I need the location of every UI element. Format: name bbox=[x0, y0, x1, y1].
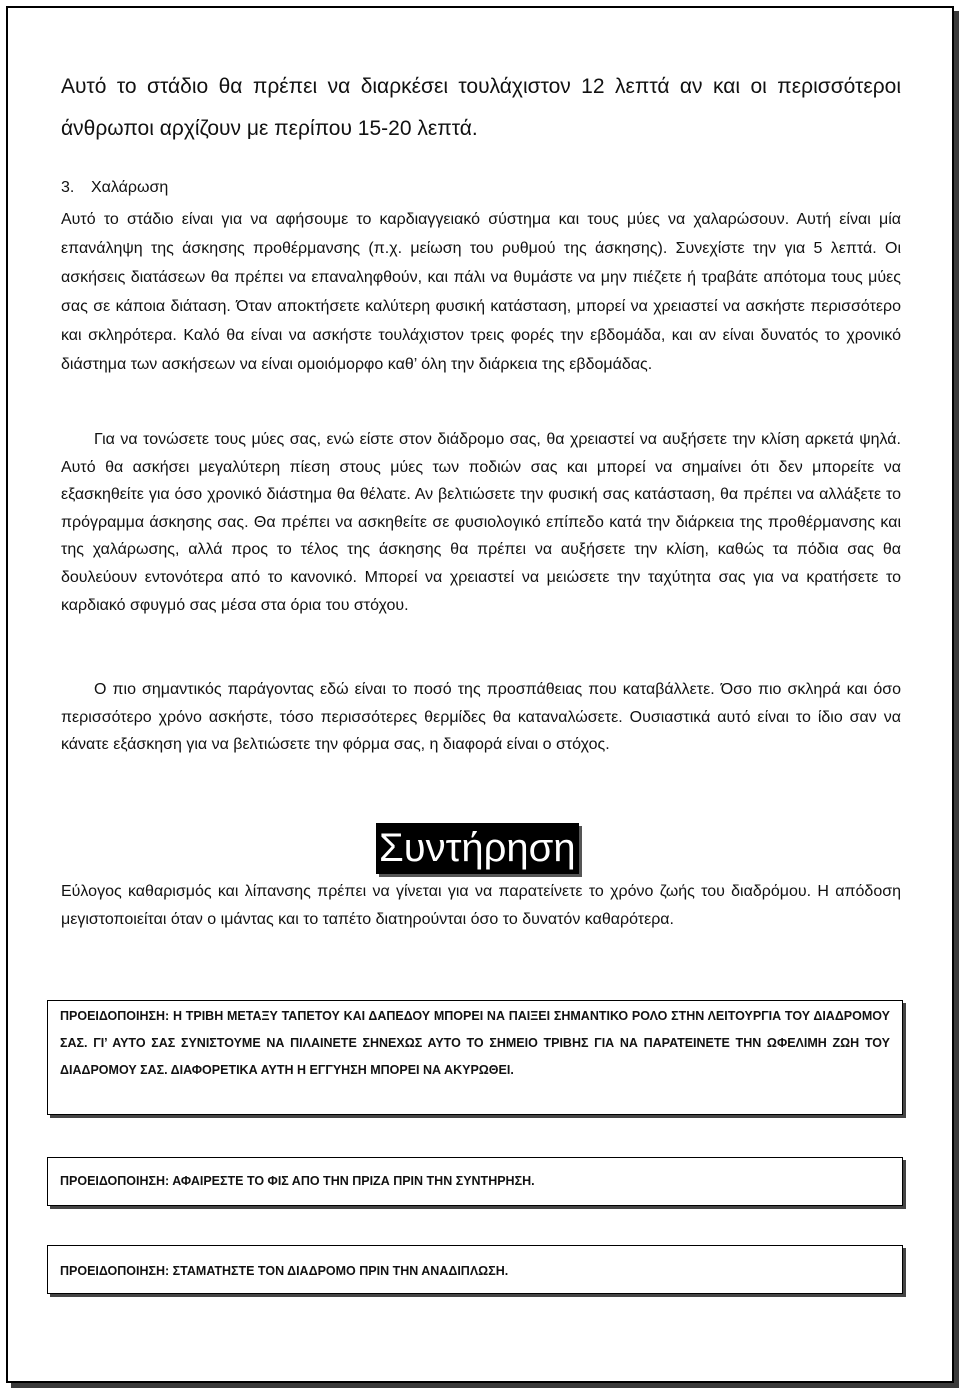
warning-text: ΠΡΟΕΙΔΟΠΟΙΗΣΗ: ΣΤΑΜΑΤΗΣΤΕ ΤΟΝ ΔΙΑΔΡΟΜΟ ΠΡΙΝ ΤΗΝ ΑΝΑΔΙΠΛΩΣΗ. bbox=[60, 1264, 509, 1278]
maintenance-paragraph: Εύλογος καθαρισμός και λίπανσης πρέπει να γίνεται για να παρατείνετε το χρόνο ζωής του διαδρόμου. Η απόδοση μεγιστοποιείται όταν ο ιμάντας και το ταπέτο διατηρούνται όσο το δυνατόν καθαρότερα. bbox=[61, 883, 901, 928]
maintenance-title: Συντήρηση bbox=[376, 823, 579, 874]
warning-box-friction bbox=[47, 1000, 903, 1115]
section-number: 3. bbox=[61, 179, 75, 196]
section-heading bbox=[61, 176, 901, 200]
toning-paragraph: Για να τονώσετε τους μύες σας, ενώ είστε στον διάδρομο σας, θα χρειαστεί να αυξήσετε την κλίση αρκετά ψηλά. Αυτό θα ασκήσει μεγαλύτερη πίεση στους μύες των ποδιών σας και μπορεί να σημαίνει ότι δεν μπορείτε να εξασκηθείτε για όσο χρονικό διάστημα θα θέλατε. Αν βελτιώσετε την φυσική σας κατάσταση, θα πρέπει να αλλάξετε το πρόγραμμα άσκησης σας. Θα πρέπει να ασκηθείτε σε φυσιολογικό επίπεδο κατά την διάρκεια της προθέρμανσης και της χαλάρωσης, αλλά προς το τέλος της άσκησης θα πρέπει να αυξήσετε την κλίση, καθώς τα πόδια σας θα δουλεύουν εντονότερα από το κανονικό. Μπορεί να χρειαστεί να μειώσετε την ταχύτητα σας για να κρατήσετε το καρδιακό σφυγμό σας μέσα στα όρια του στόχου. bbox=[61, 431, 901, 614]
warning-text: ΠΡΟΕΙΔΟΠΟΙΗΣΗ: ΑΦΑΙΡΕΣΤΕ ΤΟ ΦΙΣ ΑΠΟ ΤΗΝ ΠΡΙΖΑ ΠΡΙΝ ΤΗΝ ΣΥΝΤΗΡΗΣΗ. bbox=[60, 1174, 535, 1188]
effort-paragraph: Ο πιο σημαντικός παράγοντας εδώ είναι το ποσό της προσπάθειας που καταβάλλετε. Όσο πιο σκληρά και όσο περισσότερο χρόνο ασκήστε, τόσο περισσότερες θερμίδες θα καταναλώσετε. Ουσιαστικά αυτό είναι το ίδιο σαν να κάνατε εξάσκηση για να βελτιώσετε την φόρμα σας, η διαφορά είναι ο στόχος. bbox=[61, 681, 901, 754]
warning-box-unplug bbox=[47, 1157, 903, 1206]
section-title: Χαλάρωση bbox=[91, 179, 169, 196]
cooldown-paragraph: Αυτό το στάδιο είναι για να αφήσουμε το καρδιαγγειακό σύστημα και τους μύες να χαλαρώσουν. Αυτή είναι μία επανάληψη της άσκησης προθέρμανσης (π.χ. μείωση του ρυθμού της άσκησης). Συνεχίστε την για 5 λεπτά. Οι ασκήσεις διατάσεων θα πρέπει να επαναληφθούν, και πάλι να θυμάστε να μην πιέζετε ή τραβάτε απότομα τους μύες σας σε κάποια διάταση. Όταν αποκτήσετε καλύτερη φυσική κατάσταση, μπορεί να χρειαστεί να ασκήστε περισσότερο και σκληρότερα. Καλό θα είναι να ασκήστε τουλάχιστον τρεις φορές την εβδομάδα, και αν είναι δυνατός το χρονικό διάστημα των ασκήσεων να είναι ομοιόμορφο καθ’ όλη την διάρκεια της εβδομάδας. bbox=[61, 211, 901, 373]
warning-box-stop bbox=[47, 1245, 903, 1294]
warning-text: ΠΡΟΕΙΔΟΠΟΙΗΣΗ: Η ΤΡΙΒΗ ΜΕΤΑΞΥ ΤΑΠΕΤΟΥ ΚΑΙ ΔΑΠΕΔΟΥ ΜΠΟΡΕΙ ΝΑ ΠΑΙΞΕΙ ΣΗΜΑΝΤΙΚΟ ΡΟΛΟ ΣΤΗΝ ΛΕΙΤΟΥΡΓΙΑ ΤΟΥ ΔΙΑΔΡΟΜΟΥ ΣΑΣ. ΓΙ’ ΑΥΤΟ ΣΑΣ ΣΥΝΙΣΤΟΥΜΕ ΝΑ ΠΙΛΑΙΝΕΤΕ ΣΗΝΕΧΩΣ ΑΥΤΟ ΤΟ ΣΗΜΕΙΟ ΤΡΙΒΗΣ ΓΙΑ ΝΑ ΠΑΡΑΤΕΙΝΕΤΕ ΤΗΝ ΩΦΕΛΙΜΗ ΖΩΗ ΤΟΥ ΔΙΑΔΡΟΜΟΥ ΣΑΣ. ΔΙΑΦΟΡΕΤΙΚΑ ΑΥΤΗ Η ΕΓΓΥΗΣΗ ΜΠΟΡΕΙ ΝΑ ΑΚΥΡΩΘΕΙ. bbox=[60, 1009, 890, 1077]
intro-paragraph: Αυτό το στάδιο θα πρέπει να διαρκέσει τουλάχιστον 12 λεπτά αν και οι περισσότεροι άνθρωποι αρχίζουν με περίπου 15-20 λεπτά. bbox=[61, 75, 901, 140]
